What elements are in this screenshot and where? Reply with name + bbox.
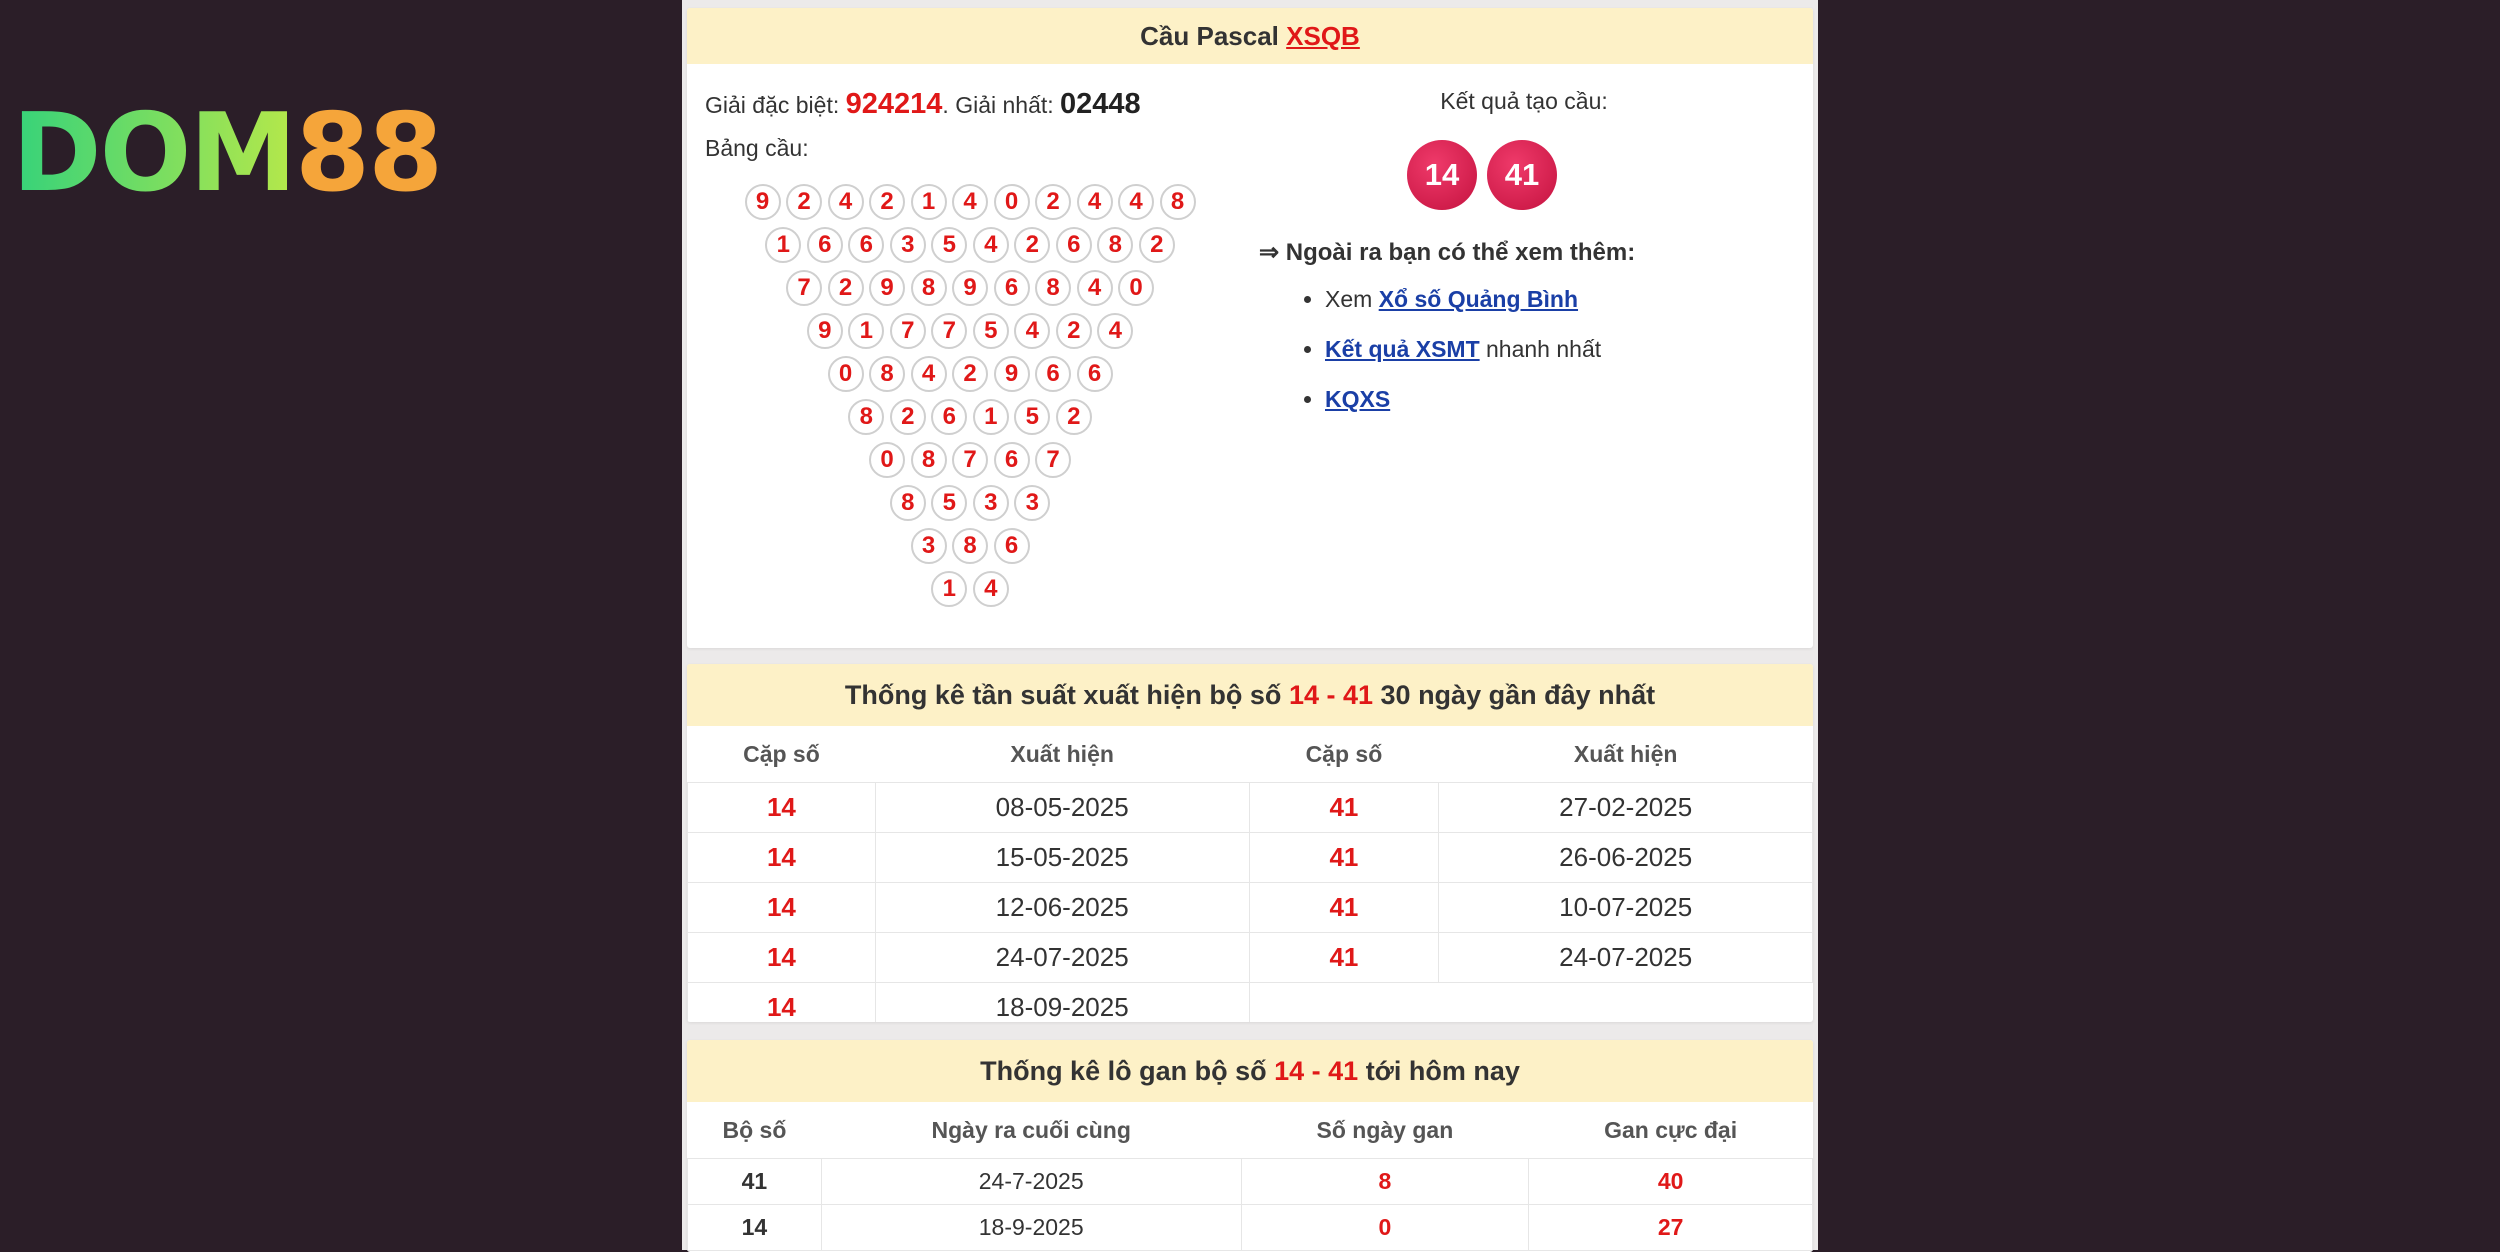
table-row: 14 18-9-2025 0 27 — [688, 1205, 1813, 1251]
list-item — [1325, 386, 1601, 436]
prize-info — [705, 88, 1265, 162]
triangle-ball: 4 — [911, 356, 947, 392]
dom88-logo[interactable] — [12, 91, 442, 216]
triangle-ball: 5 — [1014, 399, 1050, 435]
triangle-ball: 5 — [931, 227, 967, 263]
xsqb-link[interactable]: XSQB — [1286, 21, 1360, 51]
triangle-ball: 3 — [911, 528, 947, 564]
result-ball-1: 14 — [1407, 140, 1477, 210]
triangle-ball: 6 — [1077, 356, 1113, 392]
pascal-card — [687, 8, 1813, 648]
triangle-ball: 5 — [931, 485, 967, 521]
triangle-ball: 4 — [828, 184, 864, 220]
triangle-ball: 3 — [890, 227, 926, 263]
frequency-card — [687, 664, 1813, 1022]
triangle-ball: 2 — [869, 184, 905, 220]
triangle-ball: 2 — [1014, 227, 1050, 263]
first-prize-label: . Giải nhất: — [942, 92, 1054, 118]
table-header: Bộ số Ngày ra cuối cùng Số ngày gan Gan cực đại — [722, 1116, 1738, 1143]
triangle-ball: 7 — [890, 313, 926, 349]
triangle-ball: 6 — [807, 227, 843, 263]
triangle-ball: 2 — [1056, 313, 1092, 349]
ket-qua-xsmt-link[interactable]: Kết quả XSMT — [1325, 336, 1480, 362]
triangle-ball: 9 — [869, 270, 905, 306]
triangle-ball: 7 — [952, 442, 988, 478]
triangle-ball: 9 — [994, 356, 1030, 392]
triangle-ball: 6 — [1035, 356, 1071, 392]
gan-pair: 14 - 41 — [1274, 1056, 1359, 1086]
triangle-ball: 7 — [931, 313, 967, 349]
triangle-ball: 1 — [931, 571, 967, 607]
triangle-ball: 6 — [994, 442, 1030, 478]
triangle-ball: 9 — [952, 270, 988, 306]
triangle-ball: 8 — [1035, 270, 1071, 306]
triangle-ball: 0 — [828, 356, 864, 392]
result-ball-2: 41 — [1487, 140, 1557, 210]
triangle-ball: 3 — [1014, 485, 1050, 521]
main-content — [682, 0, 1818, 1250]
triangle-ball: 9 — [745, 184, 781, 220]
triangle-ball: 6 — [1056, 227, 1092, 263]
special-prize-value: 924214 — [845, 88, 943, 120]
triangle-ball: 1 — [911, 184, 947, 220]
triangle-ball: 4 — [1077, 184, 1113, 220]
logo-main-text: DOM — [12, 91, 295, 216]
frequency-pair: 14 - 41 — [1288, 680, 1374, 710]
result-pane — [1259, 88, 1799, 412]
triangle-ball: 9 — [807, 313, 843, 349]
table-row: 14 15-05-2025 41 26-06-2025 — [688, 833, 1813, 883]
triangle-ball: 8 — [848, 399, 884, 435]
triangle-ball: 0 — [1118, 270, 1154, 306]
result-label: Kết quả tạo cầu: — [1440, 88, 1608, 114]
triangle-ball: 4 — [1077, 270, 1113, 306]
triangle-ball: 6 — [848, 227, 884, 263]
table-label: Bảng cầu: — [705, 135, 809, 161]
table-header: Cặp số Xuất hiện Cặp số Xuất hiện — [743, 740, 1678, 767]
table-row: 14 18-09-2025 — [688, 983, 1813, 1023]
pascal-title-text: Cầu Pascal — [1140, 21, 1279, 51]
triangle-ball: 8 — [869, 356, 905, 392]
triangle-ball: 2 — [1056, 399, 1092, 435]
table-row: 14 24-07-2025 41 24-07-2025 — [688, 933, 1813, 983]
triangle-ball: 2 — [952, 356, 988, 392]
triangle-ball: 6 — [994, 528, 1030, 564]
triangle-ball: 5 — [973, 313, 1009, 349]
first-prize-value: 02448 — [1060, 88, 1141, 120]
frequency-table — [687, 726, 1813, 1022]
list-item: • Xem Xổ số Quảng Bình — [1325, 286, 1601, 336]
gan-table — [687, 1102, 1813, 1251]
triangle-ball: 6 — [994, 270, 1030, 306]
triangle-ball: 3 — [973, 485, 1009, 521]
triangle-ball: 4 — [973, 571, 1009, 607]
triangle-ball: 4 — [952, 184, 988, 220]
triangle-ball: 8 — [890, 485, 926, 521]
triangle-ball: 8 — [911, 270, 947, 306]
more-title: ⇒ Ngoài ra bạn có thể xem thêm: — [1259, 239, 1636, 266]
triangle-ball: 0 — [869, 442, 905, 478]
triangle-ball: 4 — [1118, 184, 1154, 220]
triangle-ball: 4 — [1097, 313, 1133, 349]
triangle-ball: 7 — [786, 270, 822, 306]
gan-card — [687, 1040, 1813, 1252]
triangle-ball: 2 — [1035, 184, 1071, 220]
triangle-ball: 2 — [786, 184, 822, 220]
triangle-ball: 4 — [973, 227, 1009, 263]
triangle-ball: 2 — [1139, 227, 1175, 263]
triangle-ball: 2 — [828, 270, 864, 306]
triangle-ball: 1 — [973, 399, 1009, 435]
table-row: 14 08-05-2025 41 27-02-2025 — [688, 783, 1813, 833]
triangle-ball: 8 — [911, 442, 947, 478]
xo-so-quang-binh-link[interactable]: Xổ số Quảng Bình — [1378, 286, 1579, 312]
table-row: 41 24-7-2025 8 40 — [688, 1159, 1813, 1205]
triangle-ball: 1 — [765, 227, 801, 263]
special-prize-label: Giải đặc biệt: — [705, 92, 840, 118]
triangle-ball: 6 — [931, 399, 967, 435]
frequency-title: Thống kê tần suất xuất hiện bộ số 14 - 41 30 ngày gần đây nhất — [687, 664, 1813, 726]
triangle-ball: 8 — [952, 528, 988, 564]
triangle-ball: 4 — [1014, 313, 1050, 349]
logo-accent-text: 88 — [294, 91, 442, 216]
triangle-ball: 8 — [1160, 184, 1196, 220]
gan-title: Thống kê lô gan bộ số 14 - 41 tới hôm nay — [687, 1040, 1813, 1102]
kqxs-link[interactable]: KQXS — [1325, 386, 1391, 412]
triangle-ball: 7 — [1035, 442, 1071, 478]
triangle-ball: 2 — [890, 399, 926, 435]
triangle-ball: 8 — [1097, 227, 1133, 263]
more-links — [1259, 286, 1601, 436]
table-row: 14 12-06-2025 41 10-07-2025 — [688, 883, 1813, 933]
list-item: • Kết quả XSMT nhanh nhất — [1325, 336, 1601, 386]
triangle-ball: 1 — [848, 313, 884, 349]
triangle-ball: 0 — [994, 184, 1030, 220]
